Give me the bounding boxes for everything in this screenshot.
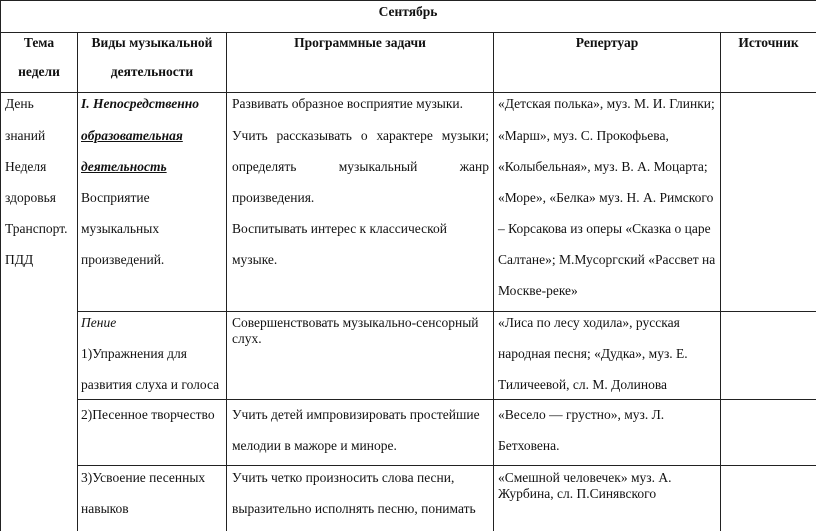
task-line: Совершенствовать музыкально-сенсорный [232,315,479,330]
activity-line: 1)Упражнения для [81,346,187,361]
theme-line: ПДД [5,252,34,267]
header-source: Источник [738,35,799,50]
activity-line: навыков [81,501,129,516]
header-theme-line2: недели [18,64,60,79]
activity-singing-label: Пение [81,315,117,330]
task-line: Учить четко произносить слова песни, [232,470,455,485]
activity-heading-line: деятельность [81,159,167,174]
task-line: Развивать образное восприятие музыки. [232,96,464,111]
word: характере [376,128,433,143]
activity-line: Восприятие [81,190,150,205]
activity-heading-line: образовательная [81,128,183,143]
header-row-bottom [0,92,816,93]
activity-line: 3)Усвоение песенных [81,470,206,485]
activity-heading-line: I. Непосредственно [81,96,199,111]
header-repertoire: Репертуар [575,35,639,50]
row3-bottom [77,465,816,466]
repertoire-line: народная песня; «Дудка», муз. Е. [498,346,688,361]
header-tasks: Программные задачи [294,35,426,50]
repertoire-line: «Море», «Белка» муз. Н. А. Римского [498,190,714,205]
col-divider-1 [77,32,78,531]
repertoire-line: «Марш», муз. С. Прокофьева, [498,128,669,143]
word: Учить [232,128,268,143]
word: музыки; [441,128,489,143]
repertoire-line: «Смешной человечек» муз. А. [498,470,672,485]
row1-bottom [77,311,816,312]
word: о [360,128,368,143]
theme-line: Транспорт. [5,221,68,236]
col-divider-2 [226,32,227,531]
activity-line: музыкальных [81,221,160,236]
repertoire-line: Салтане»; М.Мусоргский «Рассвет на [498,252,716,267]
repertoire-line: «Детская полька», муз. М. И. Глинки; [498,96,715,111]
word: жанр [459,159,489,174]
header-theme-line1: Тема [23,35,55,50]
activity-line: произведений. [81,252,165,267]
word: рассказывать [276,128,352,143]
table-title: Сентябрь [378,4,438,19]
col-divider-4 [720,32,721,531]
word: определять [232,159,297,174]
repertoire-line: – Корсакова из оперы «Сказка о царе [498,221,711,236]
repertoire-line: Бетховена. [498,438,560,453]
task-line: музыке. [232,252,278,267]
title-row-bottom [0,32,816,33]
header-activity-line1: Виды музыкальной [91,35,213,50]
task-line: мелодии в мажоре и миноре. [232,438,397,453]
theme-line: знаний [5,128,46,143]
repertoire-line: «Колыбельная», муз. В. А. Моцарта; [498,159,708,174]
task-line: Воспитывать интерес к классической [232,221,447,236]
repertoire-line: Тиличеевой, сл. М. Долинова [498,377,668,392]
activity-line: 2)Песенное творчество [81,407,215,422]
theme-line: здоровья [5,190,56,205]
task-line: Учить детей импровизировать простейшие [232,407,480,422]
repertoire-line: «Весело — грустно», муз. Л. [498,407,665,422]
task-line: произведения. [232,190,315,205]
task-line: слух. [232,331,262,346]
task-line-justified [232,128,489,144]
table-border-top [0,0,816,1]
row2-bottom [77,399,816,400]
theme-line: День [5,96,34,111]
theme-line: Неделя [5,159,47,174]
task-line: выразительно исполнять песню, понимать [232,501,476,516]
repertoire-line: Москве-реке» [498,283,578,298]
col-divider-3 [493,32,494,531]
task-line-justified [232,159,489,175]
word: музыкальный [338,159,418,174]
repertoire-line: Журбина, сл. П.Синявского [498,486,657,501]
header-activity-line2: деятельности [110,64,194,79]
repertoire-line: «Лиса по лесу ходила», русская [498,315,680,330]
activity-line: развития слуха и голоса [81,377,220,392]
